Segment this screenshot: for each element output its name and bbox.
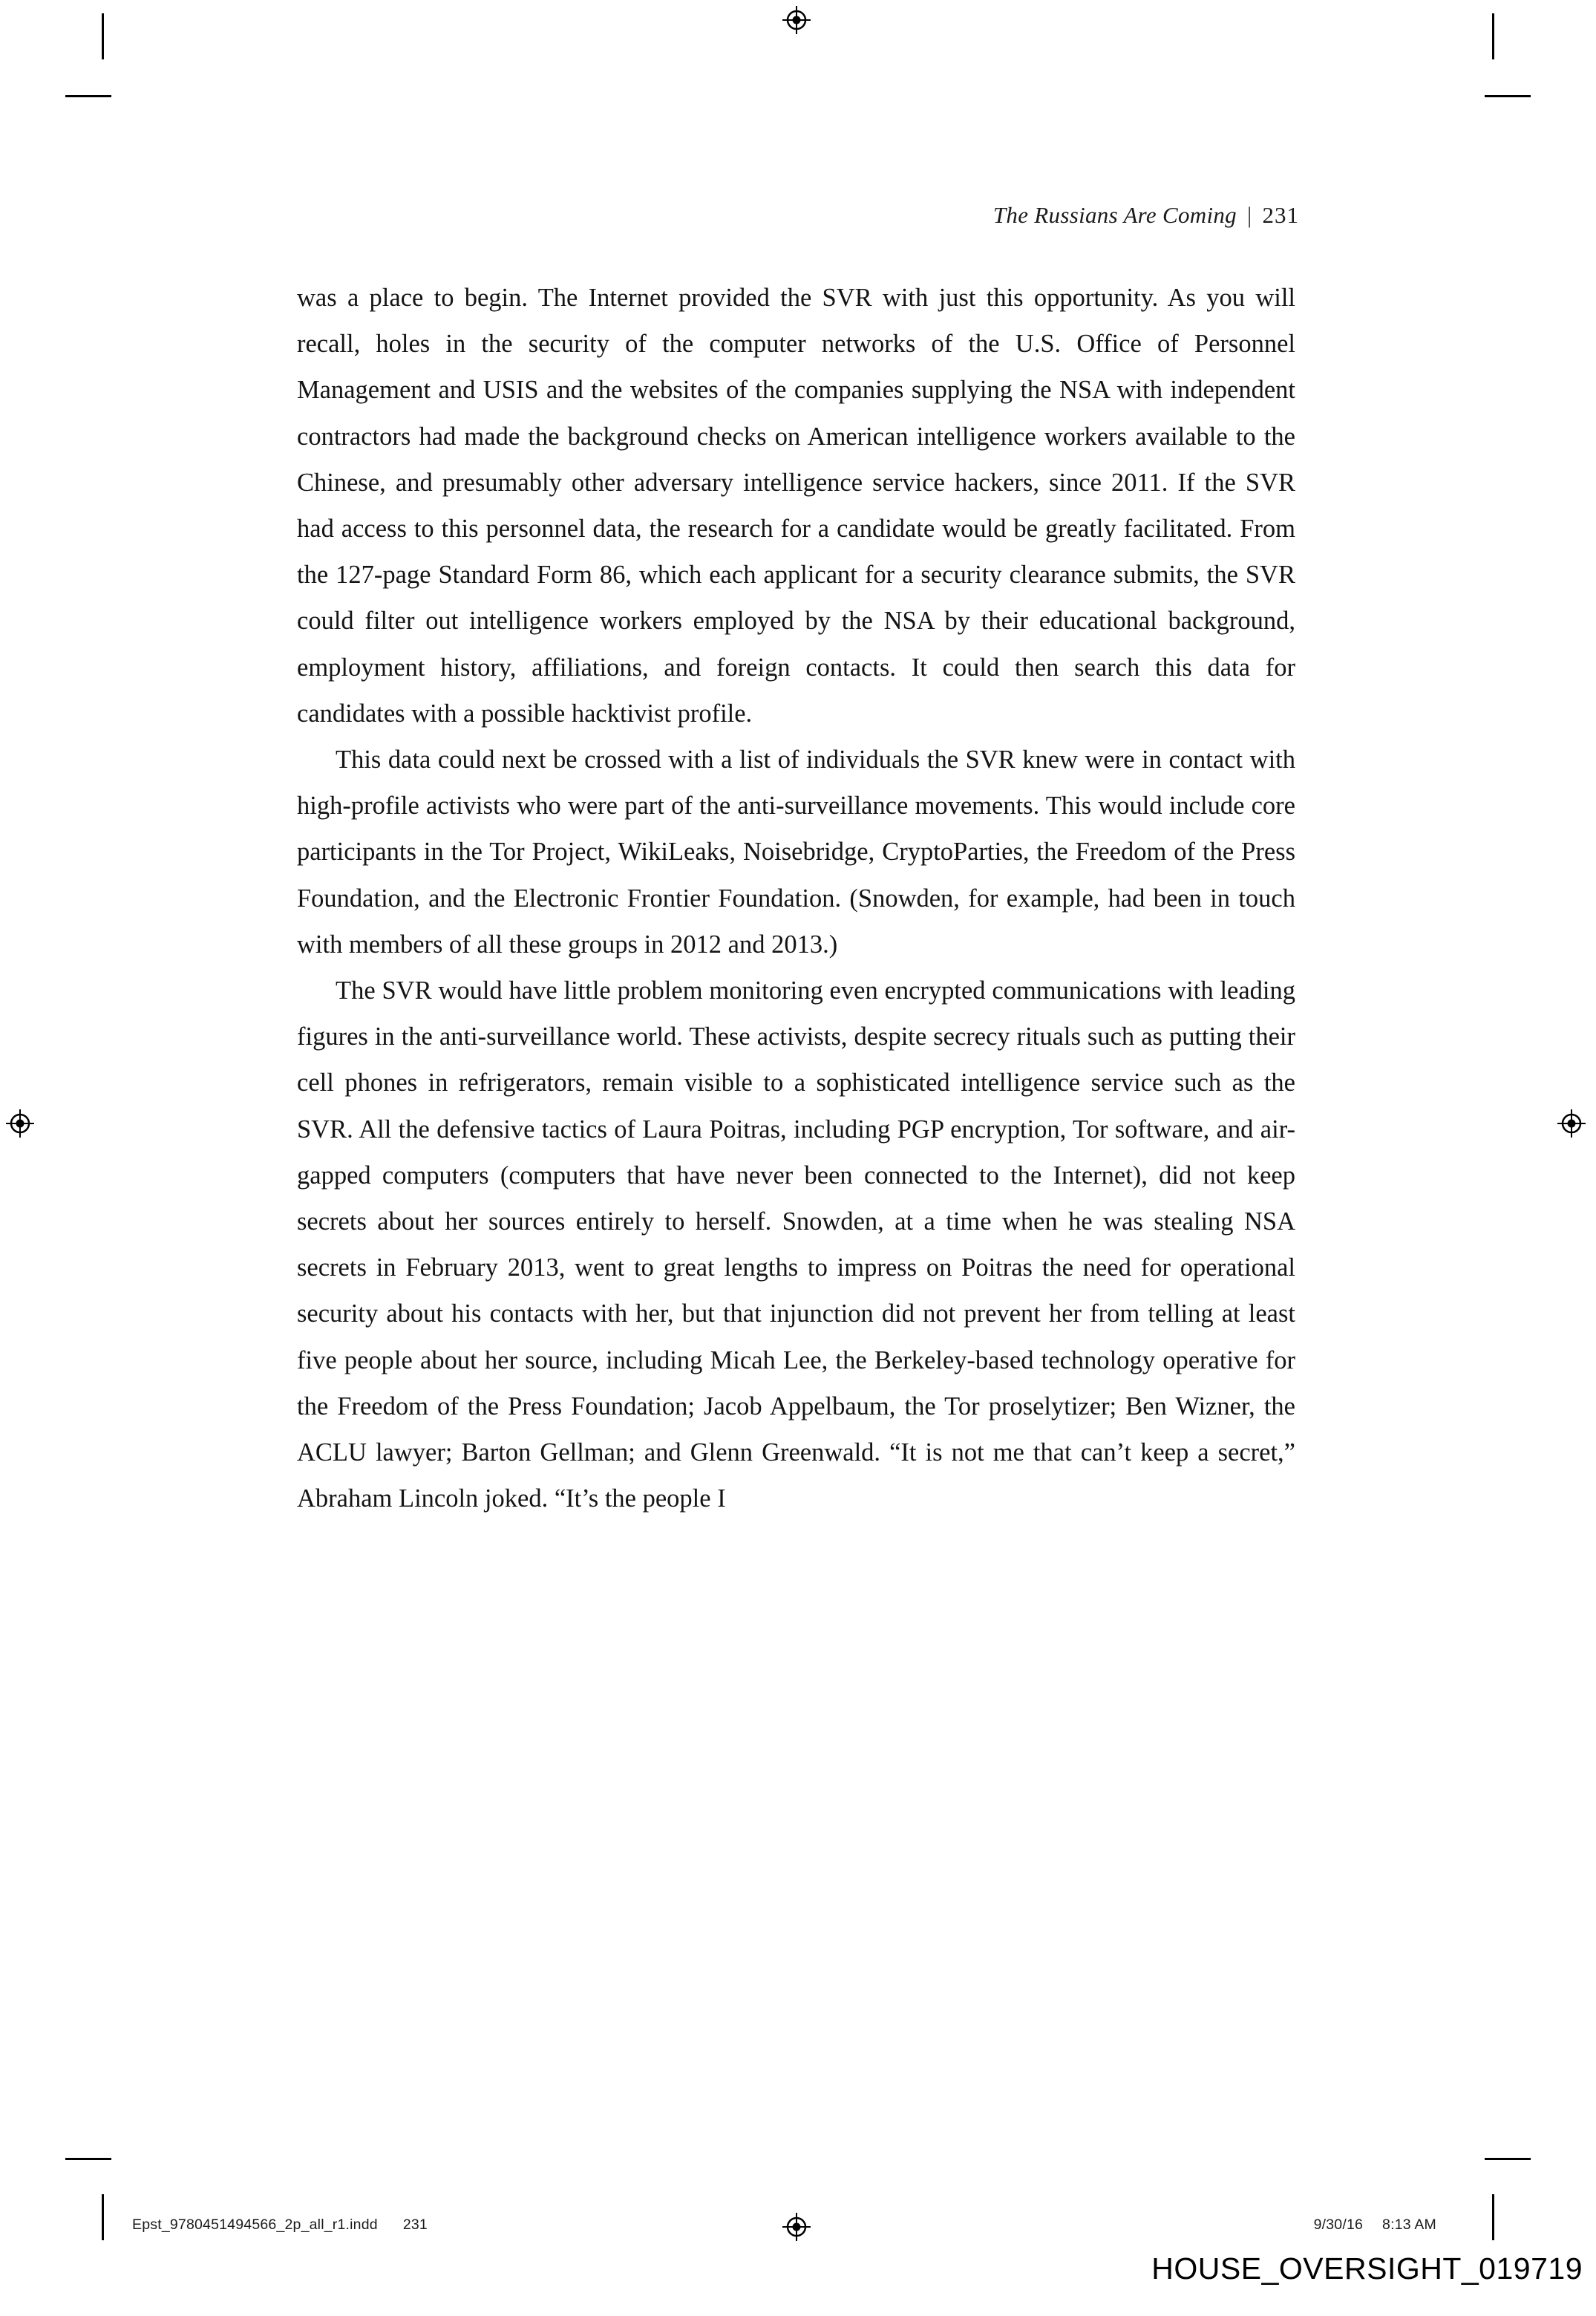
footer-date: 9/30/16 [1313,2216,1364,2233]
registration-mark-bottom [782,2213,811,2241]
paragraph-1: was a place to begin. The Internet provided the SVR with just this opportunity. As you will recall, holes in the security of the computer networks of the U.S. Office of Personnel Management and USIS and the websites of the companies supplying the NSA with independent contractors had made the background checks on American intelligence workers available to the Chinese, and presumably other adversary intelligence service hackers, since 2011. If the SVR had access to this personnel data, the research for a candidate would be greatly facilitated. From the 127-page Standard Form 86, which each applicant for a security clearance submits, the SVR could filter out intelligence workers employed by the NSA by their educational background, employment history, affiliations, and foreign contacts. It could then search this data for candidates with a possible hacktivist profile. [297,284,1295,728]
running-head [297,202,1299,229]
registration-mark-top [782,6,811,34]
footer-timestamp [1314,2216,1436,2234]
crop-mark-top-left-vertical [102,13,104,59]
crop-mark-bottom-right-vertical [1492,2194,1494,2240]
footer-time: 8:13 AM [1382,2216,1436,2233]
running-head-title: The Russians Are Coming [992,202,1237,228]
crop-mark-bottom-left-horizontal [65,2158,111,2160]
body-text [297,275,1295,1521]
registration-mark-left [6,1109,34,1138]
page-number: 231 [1262,202,1299,228]
crop-mark-top-left-horizontal [65,95,111,97]
crop-mark-bottom-left-vertical [102,2194,104,2240]
paragraph-3: The SVR would have little problem monitoring even encrypted communications with leading figures in the anti-surveillance world. These activists, despite secrecy rituals such as putting their cell phones in refrigerators, remain visible to a sophisticated intelligence service such as the SVR. All the defensive tactics of Laura Poitras, including PGP encryption, Tor software, and air-gapped computers (computers that have never been connected to the Internet), did not keep secrets about her sources entirely to herself. Snowden, at a time when he was stealing NSA secrets in February 2013, went to great lengths to impress on Poitras the need for operational security about his contacts with her, but that injunction did not prevent her from telling at least five people about her source, including Micah Lee, the Berkeley-based technology operative for the Freedom of the Press Foundation; Jacob Appelbaum, the Tor proselytizer; Ben Wizner, the ACLU lawyer; Barton Gellman; and Glenn Greenwald. “It is not me that can’t keep a secret,” Abraham Lincoln joked. “It’s the people I [297,976,1295,1513]
footer-filename: Epst_9780451494566_2p_all_r1.indd [132,2216,378,2233]
bates-stamp: HOUSE_OVERSIGHT_019719 [1151,2251,1583,2286]
registration-mark-right [1557,1109,1586,1138]
running-head-separator: | [1246,202,1252,228]
crop-mark-bottom-right-horizontal [1485,2158,1531,2160]
footer-file-slug [132,2216,428,2234]
crop-mark-top-right-horizontal [1485,95,1531,97]
crop-mark-top-right-vertical [1492,13,1494,59]
paragraph-2: This data could next be crossed with a list of individuals the SVR knew were in contact with high-profile activists who were part of the anti-surveillance movements. This would include core participants in the Tor Project, WikiLeaks, Noisebridge, CryptoParties, the Freedom of the Press Foundation, and the Electronic Frontier Foundation. (Snowden, for example, had been in touch with members of all these groups in 2012 and 2013.) [297,746,1295,959]
footer-folio: 231 [402,2216,428,2233]
